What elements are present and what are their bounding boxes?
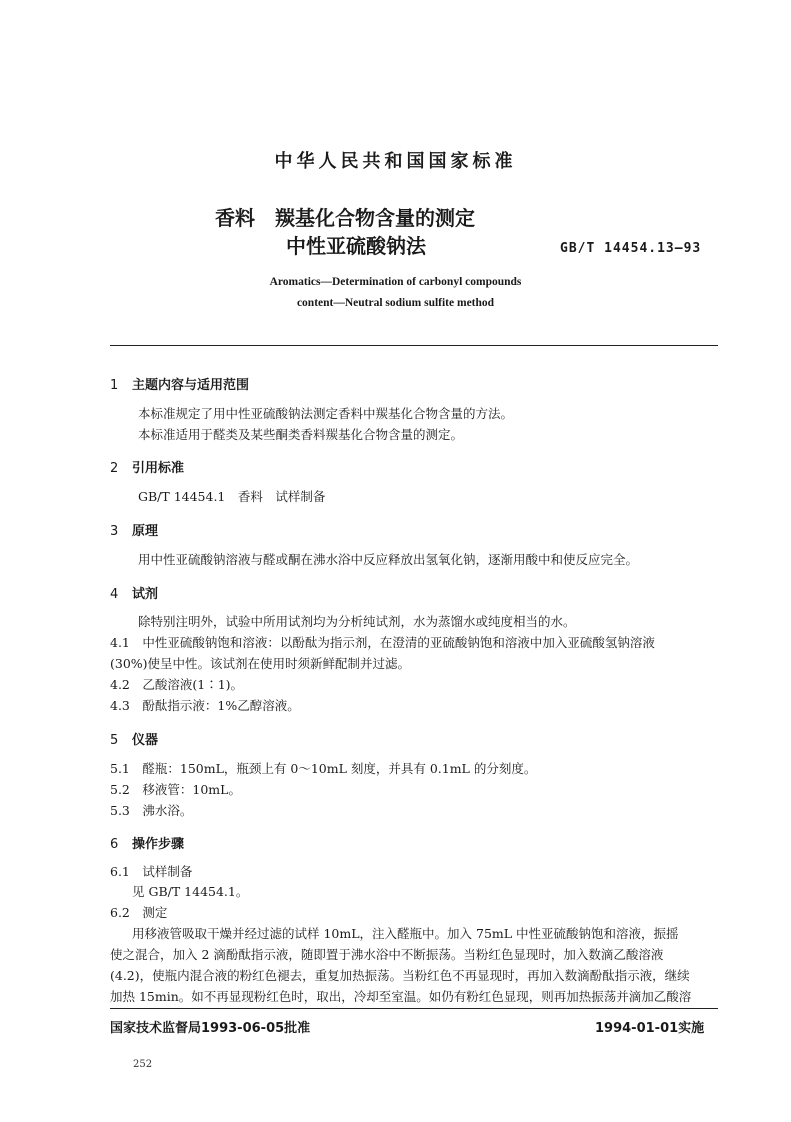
section-3-paragraph: 用中性亚硫酸钠溶液与醛或酮在沸水浴中反应释放出氢氧化钠，逐渐用酸中和使反应完全。 (138, 552, 639, 567)
section-2-number: 2 (110, 461, 119, 476)
clause-4-2: 4.2 乙酸溶液(1∶1)。 (110, 677, 244, 692)
section-6-heading (110, 833, 184, 852)
section-3-number: 3 (110, 524, 119, 539)
section-1-title: 主题内容与适用范围 (132, 378, 250, 393)
section-3-heading (110, 520, 158, 539)
section-3-title: 原理 (132, 524, 159, 539)
section-1-paragraph-1: 本标准规定了用中性亚硫酸钠法测定香料中羰基化合物含量的方法。 (138, 406, 514, 421)
document-title-line2: 中性亚硫酸钠法 (286, 234, 426, 258)
clause-6-2-line1: 用移液管吸取干燥并经过滤的试样 10mL，注入醛瓶中。加入 75mL 中性亚硫酸钠饱和溶液，振摇 (132, 926, 679, 941)
national-standard-heading: 中华人民共和国国家标准 (274, 151, 517, 172)
section-6-title: 操作步骤 (132, 837, 185, 852)
section-2-title: 引用标准 (132, 461, 185, 476)
section-1-heading (110, 374, 249, 393)
section-5-title: 仪器 (132, 733, 159, 748)
clause-4-1-line2: (30%)使呈中性。该试剂在使用时须新鲜配制并过滤。 (110, 656, 411, 671)
section-4-number: 4 (110, 587, 119, 602)
clause-6-1-paragraph: 见 GB/T 14454.1。 (132, 884, 249, 899)
clause-4-1-line1: 4.1 中性亚硫酸钠饱和溶液：以酚酞为指示剂，在澄清的亚硫酸钠饱和溶液中加入亚硫酸氢钠溶液 (110, 635, 655, 650)
document-title-line1: 香料 羰基化合物含量的测定 (215, 206, 475, 230)
section-5-heading (110, 729, 158, 748)
header-divider (110, 345, 718, 346)
clause-4-3: 4.3 酚酞指示液：1%乙醇溶液。 (110, 698, 300, 713)
page-number: 252 (133, 1059, 153, 1070)
section-2-reference: GB/T 14454.1 香料 试样制备 (138, 489, 326, 504)
footer-divider (110, 1008, 718, 1009)
clause-5-2: 5.2 移液管：10mL。 (110, 782, 241, 797)
section-2-heading (110, 457, 184, 476)
clause-6-2: 6.2 测定 (110, 905, 168, 920)
section-6-number: 6 (110, 837, 119, 852)
english-title-line1: Aromatics—Determination of carbonyl compounds (269, 276, 522, 288)
clause-6-1: 6.1 试样制备 (110, 864, 193, 879)
english-title-line2: content—Neutral sodium sulfite method (296, 297, 495, 309)
standard-number: GB/T 14454.13—93 (560, 241, 702, 256)
implementation-date: 1994-01-01实施 (595, 1021, 705, 1036)
section-1-number: 1 (110, 378, 119, 393)
clause-6-2-line3: (4.2)，使瓶内混合液的粉红色褪去，重复加热振荡。当粉红色不再显现时，再加入数滴酚酞指示液，继续 (110, 968, 690, 983)
section-1-paragraph-2: 本标准适用于醛类及某些酮类香料羰基化合物含量的测定。 (138, 427, 464, 442)
clause-6-2-line2: 使之混合，加入 2 滴酚酞指示液，随即置于沸水浴中不断振荡。当粉红色显现时，加入数滴乙酸溶液 (110, 947, 664, 962)
approval-date: 国家技术监督局1993-06-05批准 (110, 1021, 311, 1036)
clause-5-3: 5.3 沸水浴。 (110, 803, 193, 818)
section-4-heading (110, 583, 158, 602)
clause-5-1: 5.1 醛瓶：150mL，瓶颈上有 0～10mL 刻度，并具有 0.1mL 的分刻度。 (110, 761, 537, 776)
section-4-paragraph: 除特别注明外，试验中所用试剂均为分析纯试剂，水为蒸馏水或纯度相当的水。 (138, 614, 576, 629)
section-4-title: 试剂 (132, 587, 159, 602)
clause-6-2-line4: 加热 15min。如不再显现粉红色时，取出，冷却至室温。如仍有粉红色显现，则再加热振荡并滴加乙酸溶 (110, 989, 692, 1004)
section-5-number: 5 (110, 733, 119, 748)
